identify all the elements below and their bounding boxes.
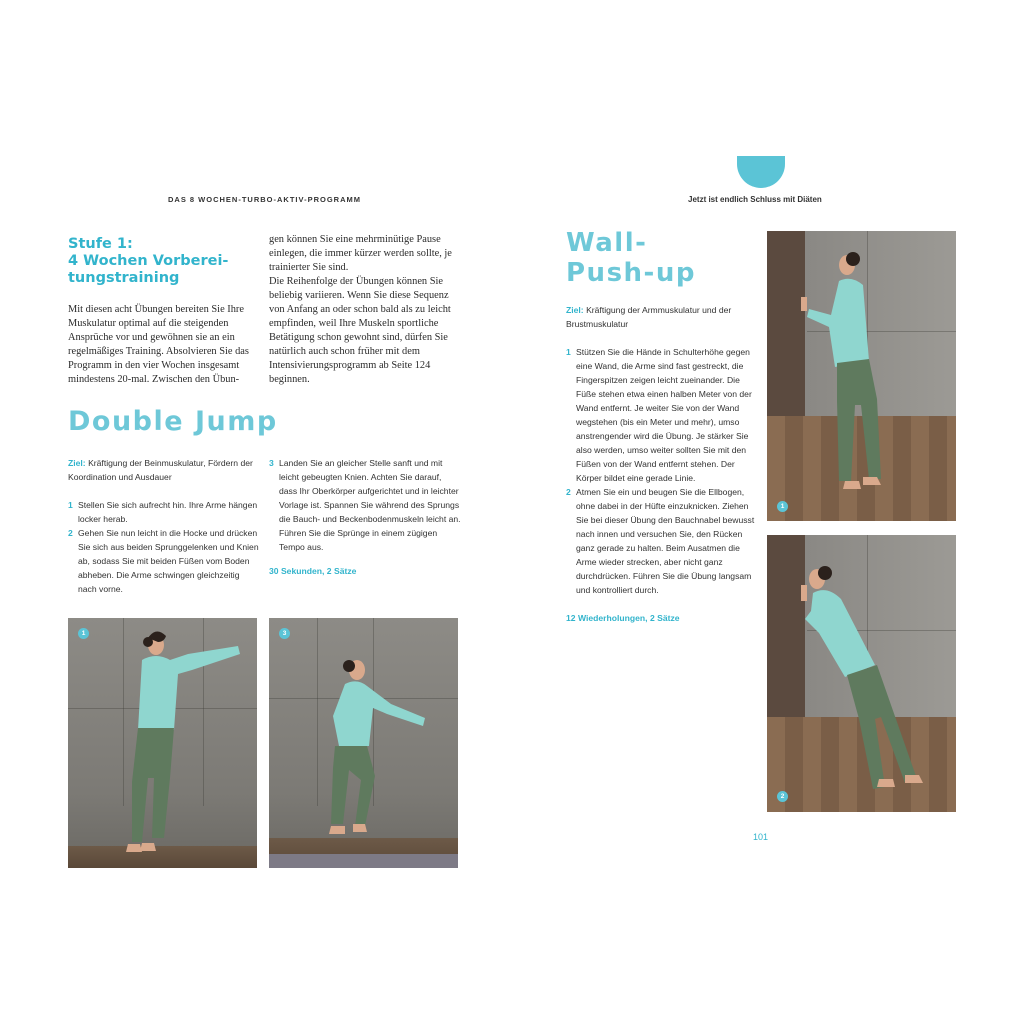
double-jump-photo-1 <box>68 618 257 868</box>
step-text: Gehen Sie nun leicht in die Hocke und drücken Sie sich aus beiden Sprunggelenken und Knien ab, sodass Sie mit beiden Füßen vom Boden abheben. Die Arme schwingen gleichzeitig nach vorne. <box>78 528 259 594</box>
intro-paragraph: Mit diesen acht Übungen bereiten Sie Ihre Muskulatur optimal auf die steigenden Ansprüche vor und gewöhnen sie an ein regelmäßiges Training. Absolvieren Sie das Programm in den vier Wochen insgesamt mindestens 20-mal. Zwischen den Übun- <box>68 304 249 385</box>
goal-text: Kräftigung der Beinmuskulatur, Fördern der Koordination und Ausdauer <box>68 458 253 482</box>
goal-label: Ziel: <box>566 305 584 315</box>
step-text: Atmen Sie ein und beugen Sie die Ellbogen, ohne dabei in der Hüfte einzuknicken. Ziehen Sie bei dieser Übung den Bauchnabel bewusst nach innen und versuchen Sie, den Rücken ganz gerade zu halten. Beim Ausatmen die Arme wieder strecken, aber nicht ganz durchdrücken. Führen Sie die Übung langsam und kontrolliert durch. <box>576 487 755 595</box>
photo-badge: 1 <box>78 628 89 639</box>
intro-column-1 <box>68 303 260 387</box>
woman-wall-pushup-bent-figure <box>767 535 956 812</box>
wall-pushup-photo-1 <box>767 231 956 521</box>
title-line: Wall- <box>566 228 648 258</box>
wall-pushup-photo-2 <box>767 535 956 812</box>
intro-column-2 <box>269 233 461 387</box>
photo-badge: 1 <box>777 501 788 512</box>
stage-title-line: tungstraining <box>68 270 180 286</box>
title-line: Push-up <box>566 258 696 288</box>
double-jump-goal <box>68 456 260 484</box>
goal-label: Ziel: <box>68 458 86 468</box>
step-text: Stützen Sie die Hände in Schulterhöhe gegen eine Wand, die Arme sind fast gestreckt, die Fingerspitzen zeigen leicht zueinander. Die Füße stehen etwa einen halben Meter von der Wand entfernt. Je weiter Sie von der Wand wegstehen (bis ein Meter und mehr), umso anstrengender wird die Übung. Je stärker Sie also werden, umso weiter sollten Sie mit den Füßen von der Wand entfernt stehen. Der Körper bildet eine gerade Linie. <box>576 347 752 483</box>
woman-jumping-figure <box>68 618 257 868</box>
step-number: 3 <box>269 458 274 468</box>
double-jump-reps: 30 Sekunden, 2 Sätze <box>269 566 357 576</box>
wall-pushup-title <box>566 228 696 288</box>
wall-pushup-text <box>566 303 756 625</box>
step-text: Stellen Sie sich aufrecht hin. Ihre Arme hängen locker herab. <box>78 500 258 524</box>
wall-pushup-goal <box>566 303 756 331</box>
photo-badge: 3 <box>279 628 290 639</box>
double-jump-column-2 <box>269 456 461 578</box>
stage-title-line: Stufe 1: <box>68 236 133 252</box>
woman-squatting-figure <box>269 618 458 868</box>
wall-pushup-reps: 12 Wiederholungen, 2 Sätze <box>566 613 680 623</box>
double-jump-column-1 <box>68 456 260 596</box>
step-text: Landen Sie an gleicher Stelle sanft und mit leicht gebeugten Knien. Achten Sie darauf, dass Ihr Oberkörper aufgerichtet und in leichter Vorlage ist. Spannen Sie während des Sprungs die Bauch- und Beckenbodenmuskeln leicht an. Führen Sie die Sprünge in einem zügigen Tempo aus. <box>279 458 461 552</box>
running-head-left: DAS 8 WOCHEN-TURBO-AKTIV-PROGRAMM <box>168 195 361 204</box>
woman-wall-pushup-figure <box>767 231 956 521</box>
page-number: 101 <box>753 832 769 842</box>
step-item <box>269 456 461 554</box>
step-number: 2 <box>68 528 73 538</box>
running-head-right: Jetzt ist endlich Schluss mit Diäten <box>688 195 822 204</box>
step-number: 2 <box>566 487 571 497</box>
stage-title <box>68 236 258 287</box>
stage-title-line: 4 Wochen Vorberei- <box>68 253 229 269</box>
intro-paragraph: Die Reihenfolge der Übungen können Sie beliebig variieren. Wenn Sie diese Sequenz von Anfang an oder schon bald als zu leicht empfinden, weil Ihre Muskeln sportliche Betätigung schon gewohnt sind, dürfen Sie natürlich auch schon früher mit dem Intensivierungsprogramm ab Seite 124 beginnen. <box>269 276 451 385</box>
goal-text: Kräftigung der Armmuskulatur und der Brustmuskulatur <box>566 305 732 329</box>
step-item <box>68 526 260 596</box>
double-jump-photo-2 <box>269 618 458 868</box>
chapter-marker <box>737 156 785 188</box>
photo-badge: 2 <box>777 791 788 802</box>
step-item <box>566 485 756 597</box>
double-jump-title: Double Jump <box>68 406 278 437</box>
step-number: 1 <box>566 347 571 357</box>
step-number: 1 <box>68 500 73 510</box>
step-item <box>68 498 260 526</box>
intro-paragraph: gen können Sie eine mehrminütige Pause einlegen, die immer kürzer werden sollte, je trainierter Sie sind. <box>269 234 452 273</box>
step-item <box>566 345 756 485</box>
